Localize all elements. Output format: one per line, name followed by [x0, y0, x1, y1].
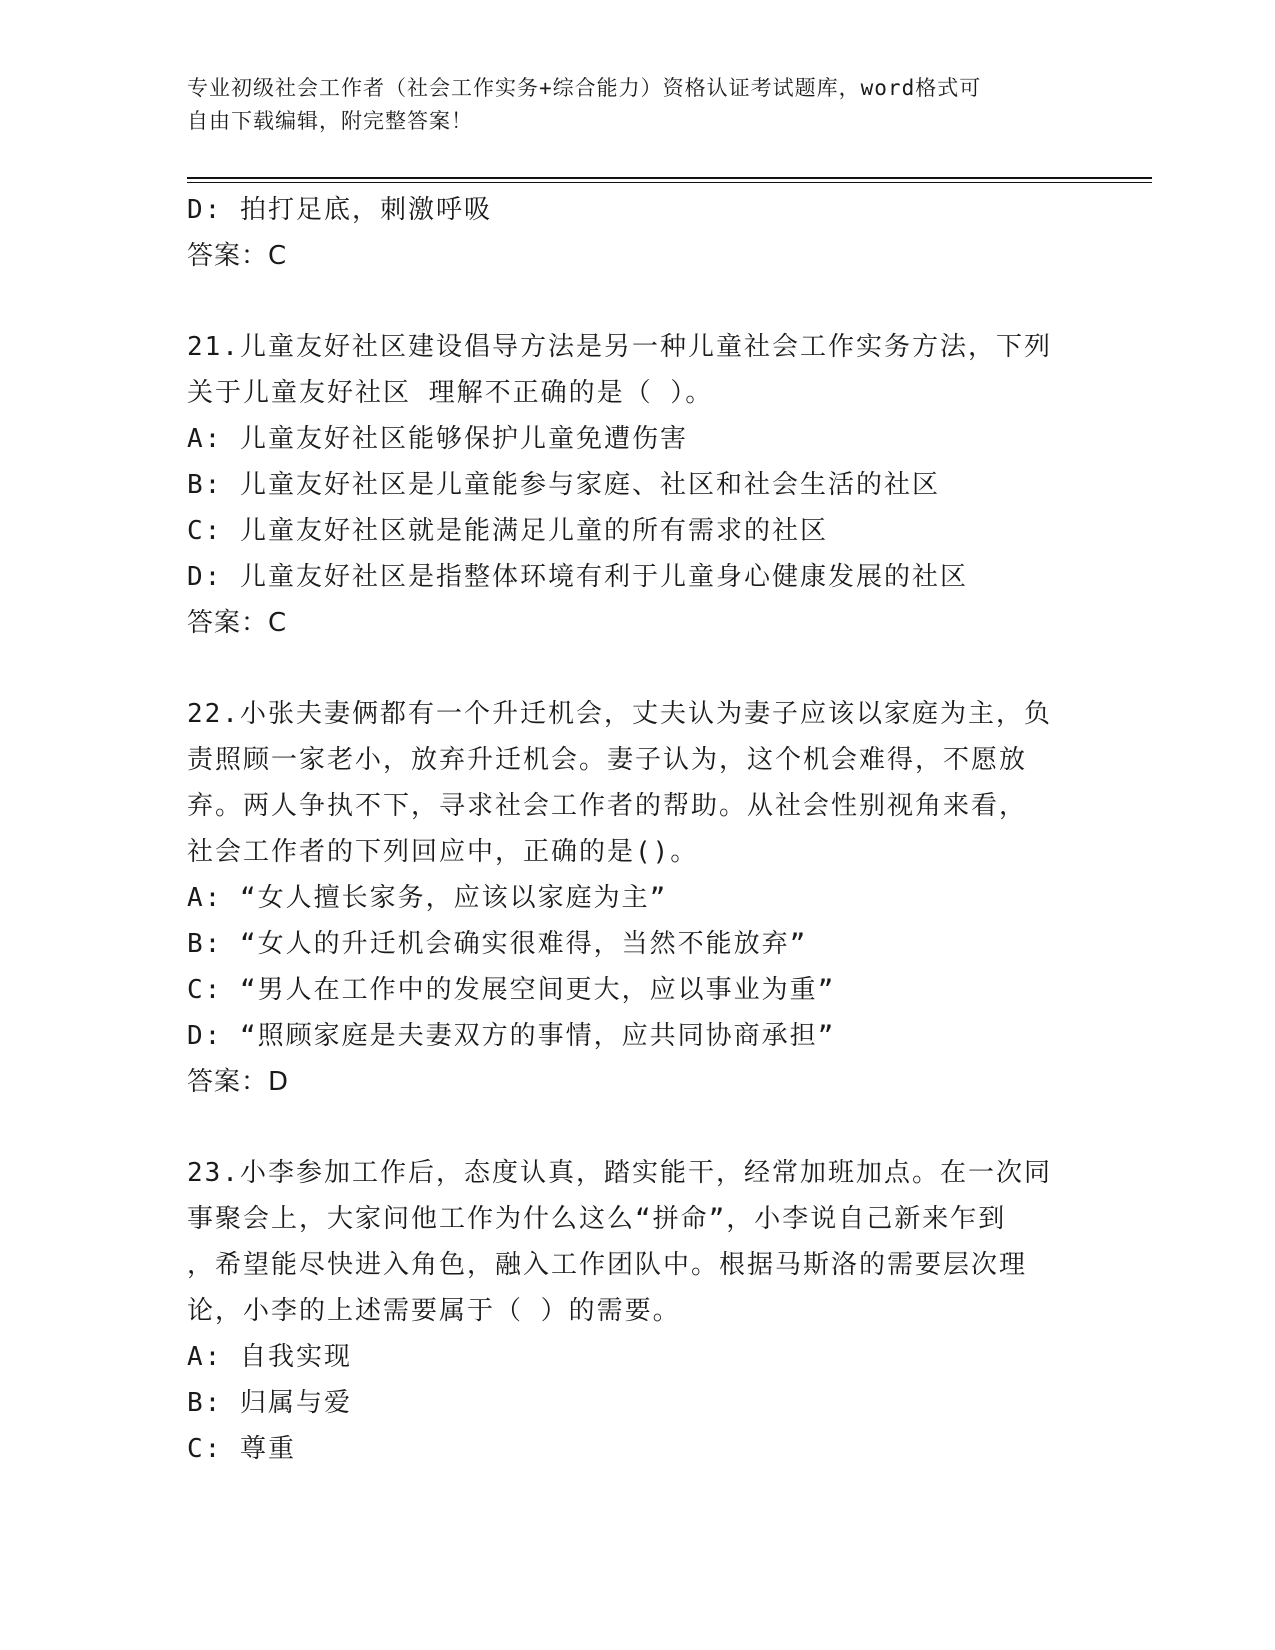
- question-20-tail: [187, 187, 1107, 279]
- question-stem-line: 社会工作者的下列回应中，正确的是()。: [187, 837, 699, 867]
- option-b: B: “女人的升迁机会确实很难得，当然不能放弃”: [187, 929, 808, 959]
- option-c: C: “男人在工作中的发展空间更大，应以事业为重”: [187, 975, 836, 1005]
- answer-label: 答案：C: [187, 608, 288, 638]
- header-rule-thick: [187, 177, 1152, 179]
- option-b: B: 归属与爱: [187, 1388, 352, 1418]
- question-stem-line: 关于儿童友好社区 理解不正确的是（ ）。: [187, 378, 714, 408]
- question-stem-line: 21.儿童友好社区建设倡导方法是另一种儿童社会工作实务方法，下列: [187, 332, 1052, 362]
- option-c: C: 儿童友好社区就是能满足儿童的所有需求的社区: [187, 516, 828, 546]
- question-23: [187, 1150, 1107, 1472]
- question-stem-line: 责照顾一家老小，放弃升迁机会。妻子认为，这个机会难得，不愿放: [187, 745, 1028, 775]
- option-c: C: 尊重: [187, 1434, 296, 1464]
- header-rule-thin: [187, 182, 1152, 183]
- question-stem-line: ，希望能尽快进入角色，融入工作团队中。根据马斯洛的需要层次理: [187, 1250, 1028, 1280]
- header-title-line-2: 自由下载编辑，附完整答案！: [187, 109, 473, 133]
- spacer: [187, 279, 1107, 324]
- question-stem-line: 22.小张夫妻俩都有一个升迁机会，丈夫认为妻子应该以家庭为主，负: [187, 699, 1052, 729]
- question-stem-line: 论，小李的上述需要属于（ ）的需要。: [187, 1296, 681, 1326]
- spacer: [187, 1105, 1107, 1150]
- question-stem-line: 弃。两人争执不下，寻求社会工作者的帮助。从社会性别视角来看，: [187, 791, 1028, 821]
- option-d: D: 儿童友好社区是指整体环境有利于儿童身心健康发展的社区: [187, 562, 968, 592]
- option-d: D: “照顾家庭是夫妻双方的事情，应共同协商承担”: [187, 1021, 836, 1051]
- question-stem-line: 事聚会上，大家问他工作为什么这么“拼命”，小李说自己新来乍到: [187, 1204, 1007, 1234]
- option-a: A: 儿童友好社区能够保护儿童免遭伤害: [187, 424, 688, 454]
- answer-label: 答案：C: [187, 241, 288, 271]
- option-a: A: 自我实现: [187, 1342, 352, 1372]
- option-a: A: “女人擅长家务，应该以家庭为主”: [187, 883, 668, 913]
- document-body: [187, 187, 1107, 1472]
- document-header: [187, 72, 1087, 138]
- spacer: [187, 646, 1107, 691]
- option-b: B: 儿童友好社区是儿童能参与家庭、社区和社会生活的社区: [187, 470, 940, 500]
- question-21: [187, 324, 1107, 646]
- question-stem-line: 23.小李参加工作后，态度认真，踏实能干，经常加班加点。在一次同: [187, 1158, 1052, 1188]
- option-d: D: 拍打足底，刺激呼吸: [187, 195, 492, 225]
- question-22: [187, 691, 1107, 1105]
- answer-label: 答案：D: [187, 1067, 290, 1097]
- header-title-line-1: 专业初级社会工作者（社会工作实务+综合能力）资格认证考试题库，word格式可: [187, 76, 982, 100]
